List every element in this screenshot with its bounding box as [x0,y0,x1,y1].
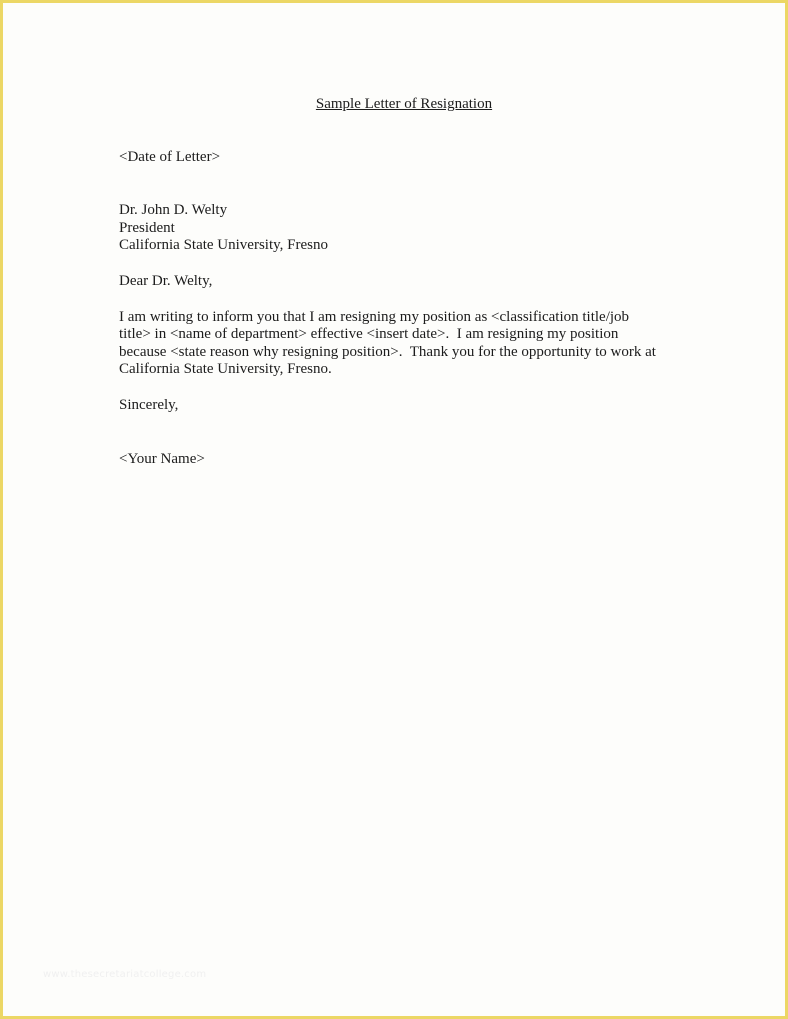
body-line: title> in <name of department> effective <insert date>. I am resigning my position [119,326,619,343]
letter-title: Sample Letter of Resignation [315,96,493,112]
recipient-organization: California State University, Fresno [119,237,328,254]
letter-closing: Sincerely, [119,396,179,413]
letter-date: <Date of Letter> [119,148,221,165]
letter-body [119,309,679,379]
letter-salutation: Dear Dr. Welty, [119,272,213,289]
letter-content [119,96,679,468]
body-line: because <state reason why resigning position>. Thank you for the opportunity to work at [119,343,656,360]
body-line: I am writing to inform you that I am resigning my position as <classification title/job [119,308,630,325]
recipient-position: President [119,219,175,236]
watermark-text: www.thesecretariatcollege.com [43,969,207,980]
recipient-address [119,202,679,255]
recipient-name: Dr. John D. Welty [119,202,228,219]
body-line: California State University, Fresno. [119,361,332,378]
signature-name: <Your Name> [119,450,205,467]
